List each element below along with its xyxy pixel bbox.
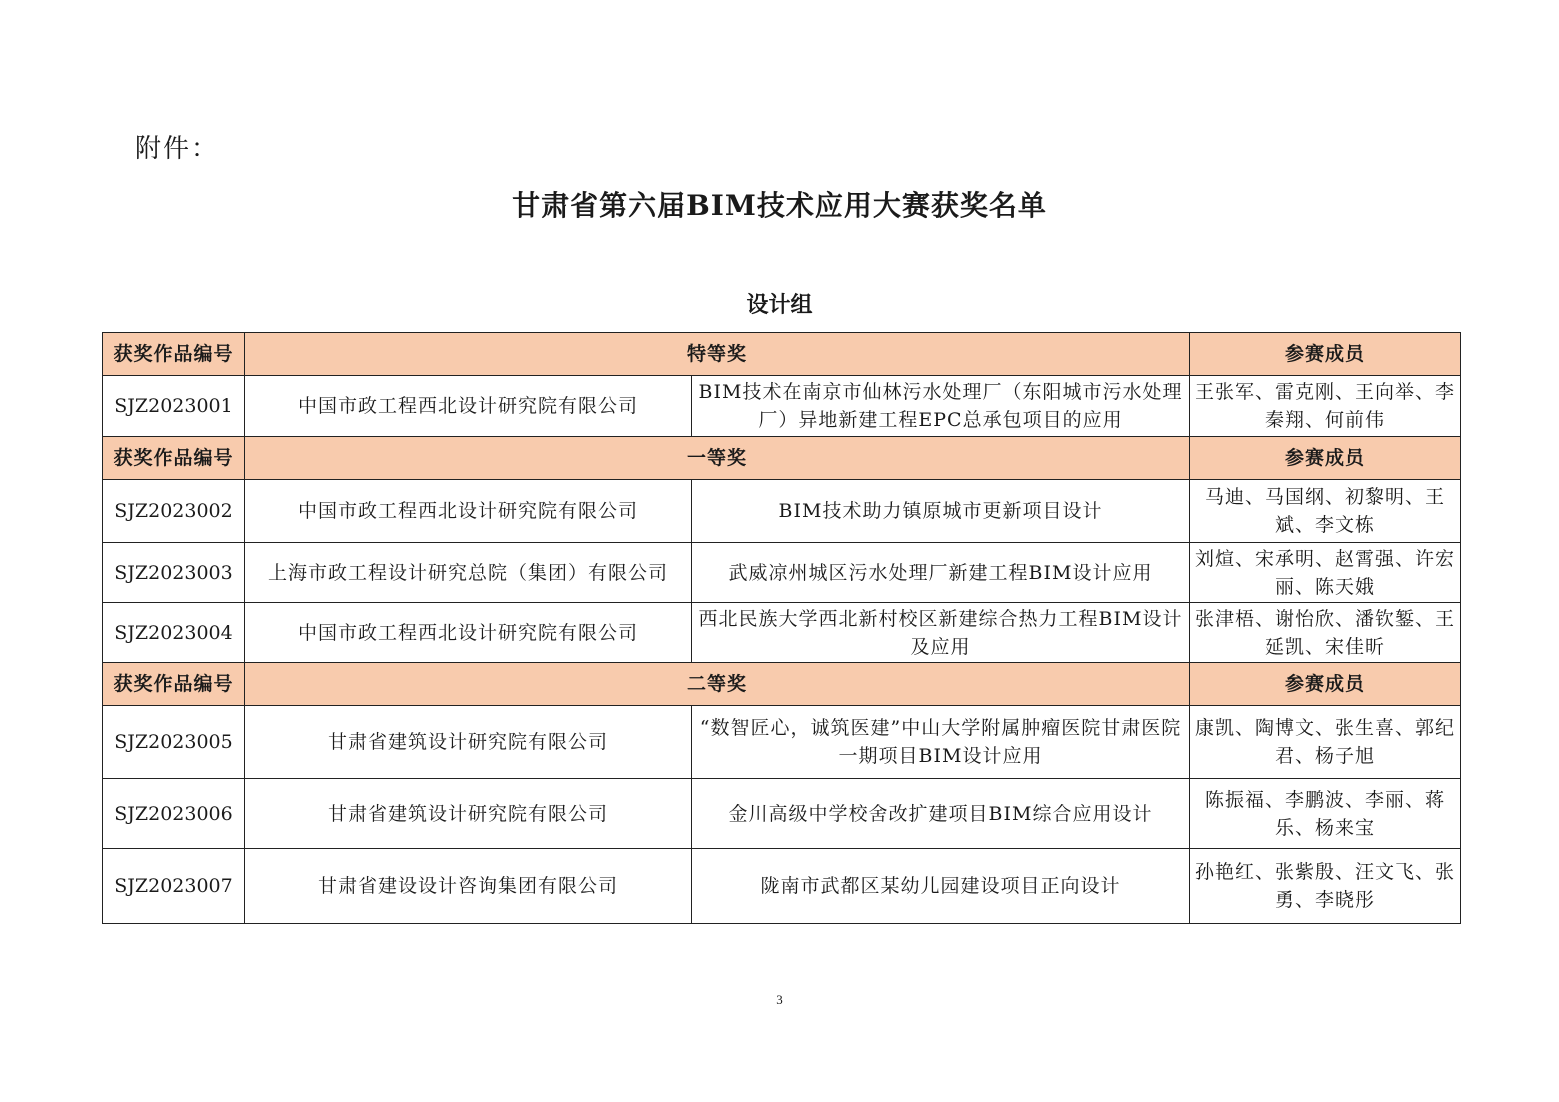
table-row	[103, 603, 1461, 663]
table-row	[103, 706, 1461, 779]
award-code: SJZ2023005	[103, 706, 245, 779]
members: 马迪、马国纲、初黎明、王斌、李文栋	[1190, 480, 1461, 543]
organization: 中国市政工程西北设计研究院有限公司	[245, 480, 692, 543]
organization: 中国市政工程西北设计研究院有限公司	[245, 603, 692, 663]
organization: 甘肃省建筑设计研究院有限公司	[245, 779, 692, 849]
page-number: 3	[776, 992, 783, 1007]
header-prize: 特等奖	[245, 333, 1190, 376]
section-header-second	[103, 663, 1461, 706]
header-members: 参赛成员	[1190, 333, 1461, 376]
project-name: “数智匠心，诚筑医建”中山大学附属肿瘤医院甘肃医院一期项目BIM设计应用	[692, 706, 1190, 779]
award-code: SJZ2023004	[103, 603, 245, 663]
members: 康凯、陶博文、张生喜、郭纪君、杨子旭	[1190, 706, 1461, 779]
header-code: 获奖作品编号	[103, 437, 245, 480]
header-prize: 一等奖	[245, 437, 1190, 480]
table-row	[103, 543, 1461, 603]
organization: 甘肃省建设设计咨询集团有限公司	[245, 849, 692, 924]
award-code: SJZ2023003	[103, 543, 245, 603]
award-table	[102, 332, 1461, 924]
table-row	[103, 480, 1461, 543]
members: 刘煊、宋承明、赵霄强、许宏丽、陈天娥	[1190, 543, 1461, 603]
award-code: SJZ2023002	[103, 480, 245, 543]
header-code: 获奖作品编号	[103, 663, 245, 706]
organization: 上海市政工程设计研究总院（集团）有限公司	[245, 543, 692, 603]
members: 王张军、雷克刚、王向举、李秦翔、何前伟	[1190, 376, 1461, 437]
table-row	[103, 779, 1461, 849]
section-header-first	[103, 437, 1461, 480]
header-members: 参赛成员	[1190, 663, 1461, 706]
members: 孙艳红、张紫殷、汪文飞、张勇、李晓彤	[1190, 849, 1461, 924]
award-code: SJZ2023006	[103, 779, 245, 849]
section-header-special	[103, 333, 1461, 376]
organization: 甘肃省建筑设计研究院有限公司	[245, 706, 692, 779]
award-code: SJZ2023001	[103, 376, 245, 437]
document-title: 甘肃省第六届BIM技术应用大赛获奖名单	[512, 189, 1047, 222]
project-name: BIM技术在南京市仙林污水处理厂（东阳城市污水处理厂）异地新建工程EPC总承包项目的应用	[692, 376, 1190, 437]
project-name: 武威凉州城区污水处理厂新建工程BIM设计应用	[692, 543, 1190, 603]
project-name: 陇南市武都区某幼儿园建设项目正向设计	[692, 849, 1190, 924]
project-name: 金川高级中学校舍改扩建项目BIM综合应用设计	[692, 779, 1190, 849]
members: 陈振福、李鹏波、李丽、蒋乐、杨来宝	[1190, 779, 1461, 849]
project-name: 西北民族大学西北新村校区新建综合热力工程BIM设计及应用	[692, 603, 1190, 663]
organization: 中国市政工程西北设计研究院有限公司	[245, 376, 692, 437]
table-row	[103, 376, 1461, 437]
members: 张津梧、谢怡欣、潘钦錾、王延凯、宋佳昕	[1190, 603, 1461, 663]
header-prize: 二等奖	[245, 663, 1190, 706]
header-code: 获奖作品编号	[103, 333, 245, 376]
attachment-label: 附件：	[135, 134, 220, 164]
award-code: SJZ2023007	[103, 849, 245, 924]
project-name: BIM技术助力镇原城市更新项目设计	[692, 480, 1190, 543]
group-title: 设计组	[746, 292, 813, 318]
table-row	[103, 849, 1461, 924]
header-members: 参赛成员	[1190, 437, 1461, 480]
